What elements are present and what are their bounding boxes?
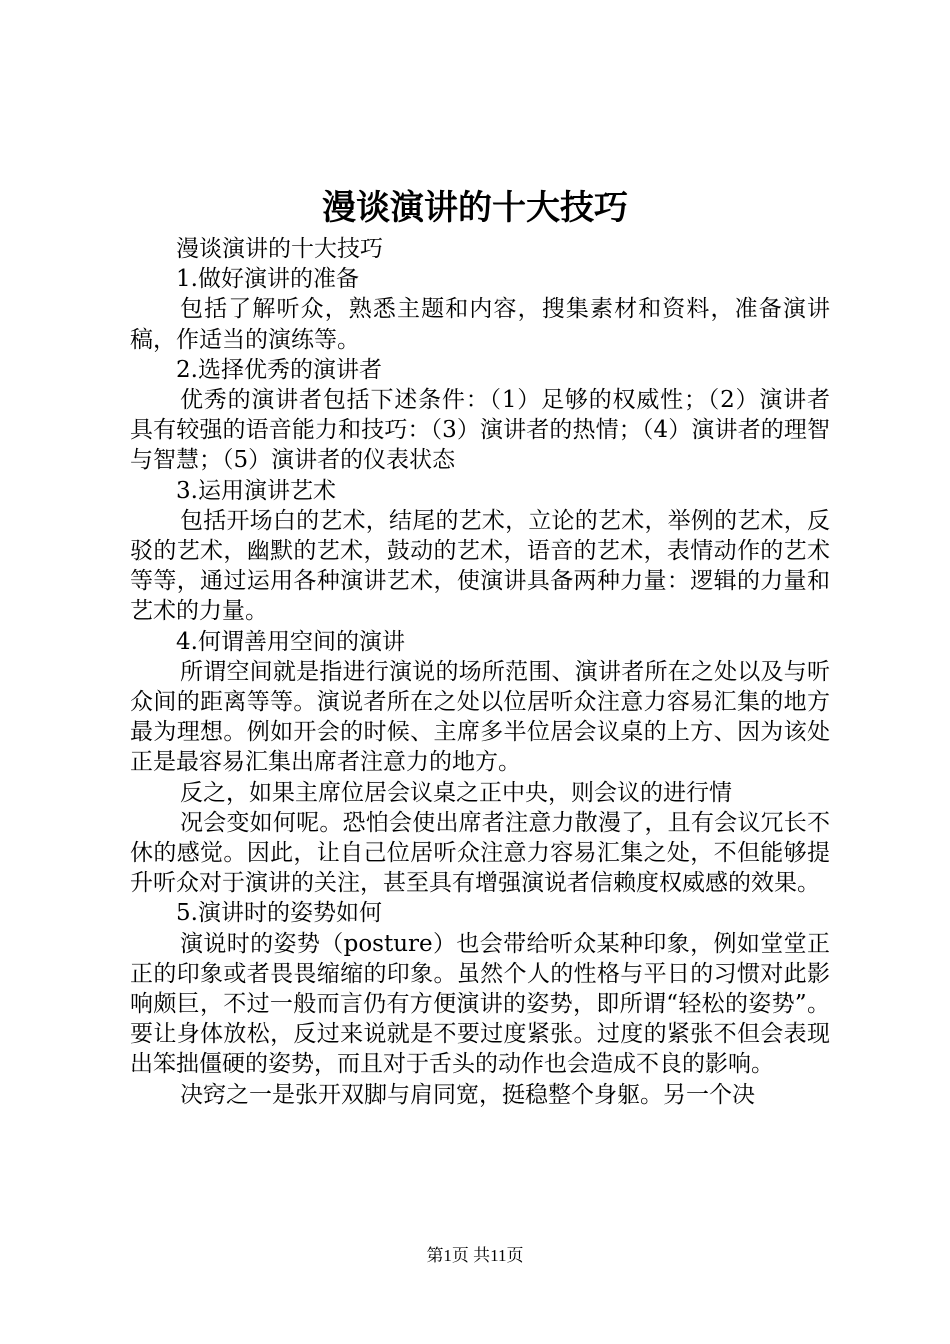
section-heading-5: 5.演讲时的姿势如何 [176,900,382,927]
section-heading-4: 4.何谓善用空间的演讲 [176,628,405,655]
paragraph: 包括开场白的艺术，结尾的艺术，立论的艺术，举例的艺术，反驳的艺术，幽默的艺术，鼓动的艺术，语音的艺术，表情动作的艺术等等，通过运用各种演讲艺术，使演讲具备两种力量：逻辑的力量和艺术的力量。 [130,507,830,625]
paragraph: 决窍之一是张开双脚与肩同宽，挺稳整个身躯。另一个决 [180,1081,755,1108]
paragraph: 优秀的演讲者包括下述条件：（1）足够的权威性；（2）演讲者具有较强的语音能力和技巧：（3）演讲者的热情；（4）演讲者的理智与智慧；（5）演讲者的仪表状态 [130,387,830,474]
section-heading-2: 2.选择优秀的演讲者 [176,356,382,383]
paragraph: 反之，如果主席位居会议桌之正中央，则会议的进行情 [180,779,732,806]
document-title: 漫谈演讲的十大技巧 [322,188,628,228]
document-body [130,234,830,1110]
paragraph: 所谓空间就是指进行演说的场所范围、演讲者所在之处以及与听众间的距离等等。演说者所在之处以位居听众注意力容易汇集的地方最为理想。例如开会的时候、主席多半位居会议桌的上方、因为该处正是最容易汇集出席者注意力的地方。 [130,658,830,776]
section-heading-1: 1.做好演讲的准备 [176,266,359,293]
paragraph: 演说时的姿势（posture）也会带给听众某种印象，例如堂堂正正的印象或者畏畏缩缩的印象。虽然个人的性格与平日的习惯对此影响颇巨，不过一般而言仍有方便演讲的姿势，即所谓“轻松的姿势”。要让身体放松，反过来说就是不要过度紧张。过度的紧张不但会表现出笨拙僵硬的姿势，而且对于舌头的动作也会造成不良的影响。 [130,930,830,1078]
page-footer: 第1页 共11页 [426,1246,524,1265]
paragraph: 包括了解听众，熟悉主题和内容，搜集素材和资料，准备演讲稿，作适当的演练等。 [130,296,830,353]
section-heading-3: 3.运用演讲艺术 [176,477,336,504]
intro-heading: 漫谈演讲的十大技巧 [176,236,383,262]
paragraph: 况会变如何呢。恐怕会使出席者注意力散漫了，且有会议冗长不休的感觉。因此，让自己位居听众注意力容易汇集之处，不但能够提升听众对于演讲的关注，甚至具有增强演说者信赖度权威感的效果。 [130,809,830,897]
